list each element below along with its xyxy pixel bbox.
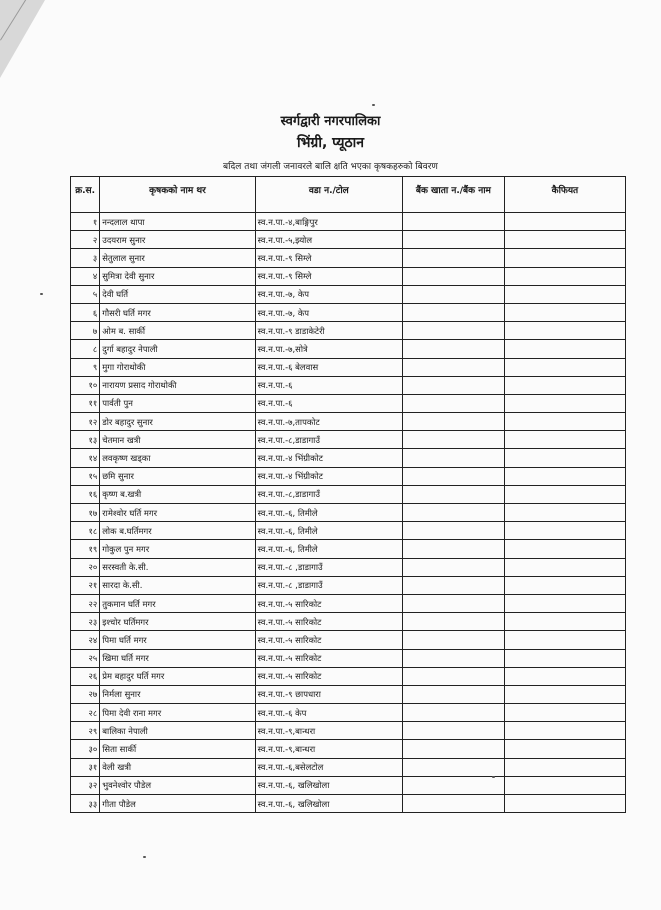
table-row (71, 667, 626, 685)
row-remarks (504, 613, 625, 631)
row-serial: ३० (71, 740, 100, 758)
row-ward-tole: स्व.न.पा.-८,डाडागाउँ (255, 431, 402, 449)
row-remarks (504, 413, 625, 431)
farmer-table (70, 176, 626, 813)
row-ward-tole: स्व.न.पा.-७, केप (255, 285, 402, 303)
row-farmer-name: रामेश्वोर घर्ति मगर (100, 504, 255, 522)
row-remarks (504, 231, 625, 249)
table-row (71, 685, 626, 703)
row-serial: २१ (71, 576, 100, 594)
table-row (71, 376, 626, 394)
row-bank-account (402, 449, 504, 467)
row-farmer-name: चेतमान खत्री (100, 431, 255, 449)
row-ward-tole: स्व.न.पा.-६ (255, 394, 402, 412)
table-row (71, 631, 626, 649)
row-remarks (504, 467, 625, 485)
row-remarks (504, 795, 625, 813)
row-bank-account (402, 303, 504, 321)
table-row (71, 231, 626, 249)
row-bank-account (402, 795, 504, 813)
table-row (71, 267, 626, 285)
row-serial: ७ (71, 322, 100, 340)
scan-speck (492, 776, 495, 778)
row-serial: १७ (71, 504, 100, 522)
row-remarks (504, 376, 625, 394)
table-row (71, 740, 626, 758)
row-ward-tole: स्व.न.पा.-६ केप (255, 704, 402, 722)
row-serial: २९ (71, 722, 100, 740)
table-row (71, 776, 626, 794)
scan-speck (143, 856, 146, 858)
table-header-row (71, 177, 626, 213)
row-ward-tole: स्व.न.पा.-६, तिमीले (255, 540, 402, 558)
row-ward-tole: स्व.न.पा.-७,तापकोट (255, 413, 402, 431)
row-ward-tole: स्व.न.पा.-५ सारिकोट (255, 631, 402, 649)
row-farmer-name: सेतुलाल सुनार (100, 249, 255, 267)
row-remarks (504, 558, 625, 576)
row-ward-tole: स्व.न.पा.-७,सोत्रे (255, 340, 402, 358)
row-farmer-name: नारायण प्रसाद गोराथोकी (100, 376, 255, 394)
row-remarks (504, 631, 625, 649)
row-serial: २४ (71, 631, 100, 649)
row-remarks (504, 522, 625, 540)
row-bank-account (402, 740, 504, 758)
row-remarks (504, 213, 625, 231)
row-ward-tole: स्व.न.पा.-८ ,डाडागाउँ (255, 558, 402, 576)
row-serial: ३ (71, 249, 100, 267)
row-serial: ११ (71, 394, 100, 412)
row-bank-account (402, 667, 504, 685)
row-farmer-name: कृष्ण ब.खत्री (100, 485, 255, 503)
row-serial: १२ (71, 413, 100, 431)
row-bank-account (402, 631, 504, 649)
row-serial: २३ (71, 613, 100, 631)
row-ward-tole: स्व.न.पा.-६ बेलवास (255, 358, 402, 376)
row-ward-tole: स्व.न.पा.-६, खलिखोला (255, 776, 402, 794)
table-row (71, 485, 626, 503)
table-row (71, 358, 626, 376)
row-ward-tole: स्व.न.पा.-५,झ्योल (255, 231, 402, 249)
row-bank-account (402, 413, 504, 431)
row-remarks (504, 340, 625, 358)
row-serial: ८ (71, 340, 100, 358)
row-ward-tole: स्व.न.पा.-८ ,डाडागाउँ (255, 576, 402, 594)
row-farmer-name: उदयराम सुनार (100, 231, 255, 249)
row-farmer-name: तुकमान घर्ति मगर (100, 594, 255, 612)
row-serial: २० (71, 558, 100, 576)
scan-speck (372, 104, 375, 106)
table-row (71, 504, 626, 522)
row-bank-account (402, 594, 504, 612)
row-bank-account (402, 558, 504, 576)
row-remarks (504, 704, 625, 722)
row-remarks (504, 394, 625, 412)
table-row (71, 467, 626, 485)
row-serial: २ (71, 231, 100, 249)
row-serial: १६ (71, 485, 100, 503)
table-row (71, 704, 626, 722)
document-subtitle: बदिल तथा जंगली जनावरले बालि क्षति भएका कृषकहरुको बिवरण (223, 162, 438, 172)
row-ward-tole: स्व.न.पा.-९,बान्धरा (255, 722, 402, 740)
row-farmer-name: प्रेम बहादुर घर्ति मगर (100, 667, 255, 685)
row-serial: ३२ (71, 776, 100, 794)
row-bank-account (402, 431, 504, 449)
municipality-title: स्वर्गद्वारी नगरपालिका (280, 114, 381, 129)
row-farmer-name: खिमा घर्ति मगर (100, 649, 255, 667)
row-bank-account (402, 467, 504, 485)
folded-corner (0, 0, 45, 78)
row-bank-account (402, 376, 504, 394)
row-ward-tole: स्व.न.पा.-५ सारिकोट (255, 667, 402, 685)
row-ward-tole: स्व.न.पा.-७, केप (255, 303, 402, 321)
row-ward-tole: स्व.न.पा.-६ (255, 376, 402, 394)
table-row (71, 795, 626, 813)
row-serial: २७ (71, 685, 100, 703)
table-row (71, 722, 626, 740)
header-bank-account: बैंक खाता न./बैंक नाम (402, 177, 504, 213)
row-bank-account (402, 340, 504, 358)
row-ward-tole: स्व.न.पा.-६, खलिखोला (255, 795, 402, 813)
row-serial: २५ (71, 649, 100, 667)
row-bank-account (402, 504, 504, 522)
row-bank-account (402, 358, 504, 376)
row-bank-account (402, 231, 504, 249)
row-farmer-name: दुर्गा बहादुर नेपाली (100, 340, 255, 358)
row-ward-tole: स्व.न.पा.-५ सारिकोट (255, 594, 402, 612)
header-serial: क्र.स. (71, 177, 100, 213)
row-serial: २८ (71, 704, 100, 722)
scan-speck (40, 293, 43, 295)
row-serial: १९ (71, 540, 100, 558)
row-bank-account (402, 322, 504, 340)
row-farmer-name: गीता पौडेल (100, 795, 255, 813)
row-serial: २६ (71, 667, 100, 685)
row-ward-tole: स्व.न.पा.-६, तिमीले (255, 522, 402, 540)
row-serial: १८ (71, 522, 100, 540)
row-ward-tole: स्व.न.पा.-६, तिमीले (255, 504, 402, 522)
table-row (71, 431, 626, 449)
row-farmer-name: सिता सार्की (100, 740, 255, 758)
row-remarks (504, 249, 625, 267)
row-bank-account (402, 758, 504, 776)
table-row (71, 322, 626, 340)
table-row (71, 558, 626, 576)
row-farmer-name: भुवनेश्वोर पौडेल (100, 776, 255, 794)
row-serial: ६ (71, 303, 100, 321)
table-row (71, 613, 626, 631)
row-remarks (504, 722, 625, 740)
header-ward-tole: वडा न./टोल (255, 177, 402, 213)
row-farmer-name: वेली खत्री (100, 758, 255, 776)
row-remarks (504, 594, 625, 612)
row-bank-account (402, 776, 504, 794)
row-remarks (504, 358, 625, 376)
row-bank-account (402, 213, 504, 231)
header-remarks: कैफियत (504, 177, 625, 213)
row-ward-tole: स्व.न.पा.-९,बान्धरा (255, 740, 402, 758)
table-row (71, 758, 626, 776)
row-farmer-name: सुमित्रा देवी सुनार (100, 267, 255, 285)
row-serial: ९ (71, 358, 100, 376)
table-row (71, 576, 626, 594)
row-bank-account (402, 394, 504, 412)
table-body (71, 213, 626, 813)
row-remarks (504, 449, 625, 467)
table-row (71, 594, 626, 612)
table-row (71, 303, 626, 321)
row-remarks (504, 740, 625, 758)
table-row (71, 649, 626, 667)
row-bank-account (402, 540, 504, 558)
table-row (71, 249, 626, 267)
row-bank-account (402, 722, 504, 740)
row-farmer-name: लवकृष्ण खड्का (100, 449, 255, 467)
table-row (71, 285, 626, 303)
row-ward-tole: स्व.न.पा.-५ सारिकोट (255, 613, 402, 631)
row-remarks (504, 485, 625, 503)
row-serial: १५ (71, 467, 100, 485)
row-serial: १० (71, 376, 100, 394)
row-serial: ३१ (71, 758, 100, 776)
row-farmer-name: छमि सुनार (100, 467, 255, 485)
table-row (71, 540, 626, 558)
row-remarks (504, 649, 625, 667)
table-row (71, 213, 626, 231)
row-serial: १४ (71, 449, 100, 467)
row-remarks (504, 285, 625, 303)
row-farmer-name: गोकुल पुन मगर (100, 540, 255, 558)
row-ward-tole: स्व.न.पा.-९ सिम्ले (255, 267, 402, 285)
row-ward-tole: स्व.न.पा.-८,डाडागाउँ (255, 485, 402, 503)
row-remarks (504, 303, 625, 321)
row-ward-tole: स्व.न.पा.-४ भिंग्रीकोट (255, 467, 402, 485)
location-title: भिंग्री, प्यूठान (296, 135, 365, 151)
table-row (71, 340, 626, 358)
row-ward-tole: स्व.न.पा.-९ छापधारा (255, 685, 402, 703)
row-ward-tole: स्व.न.पा.-४,बाङ्गिपुर (255, 213, 402, 231)
row-remarks (504, 685, 625, 703)
row-remarks (504, 758, 625, 776)
row-remarks (504, 667, 625, 685)
row-farmer-name: बालिका नेपाली (100, 722, 255, 740)
table-row (71, 449, 626, 467)
row-serial: ५ (71, 285, 100, 303)
row-farmer-name: डोर बहादुर सुनार (100, 413, 255, 431)
row-bank-account (402, 576, 504, 594)
row-farmer-name: सरस्वती के.सी. (100, 558, 255, 576)
table-row (71, 394, 626, 412)
row-bank-account (402, 249, 504, 267)
row-bank-account (402, 522, 504, 540)
row-farmer-name: लोक ब.घर्तिमगर (100, 522, 255, 540)
row-serial: १३ (71, 431, 100, 449)
row-bank-account (402, 267, 504, 285)
row-serial: २२ (71, 594, 100, 612)
row-remarks (504, 504, 625, 522)
row-serial: ४ (71, 267, 100, 285)
row-farmer-name: पिमा घर्ति मगर (100, 631, 255, 649)
row-bank-account (402, 613, 504, 631)
row-farmer-name: नन्दलाल थापा (100, 213, 255, 231)
row-bank-account (402, 685, 504, 703)
row-remarks (504, 431, 625, 449)
row-farmer-name: पार्वती पुन (100, 394, 255, 412)
row-ward-tole: स्व.न.पा.-६,बसेलटोल (255, 758, 402, 776)
row-remarks (504, 576, 625, 594)
row-farmer-name: ओम ब. सार्की (100, 322, 255, 340)
table-row (71, 413, 626, 431)
row-farmer-name: गौसरी घर्ति मगर (100, 303, 255, 321)
row-farmer-name: मुगा गोराथोकी (100, 358, 255, 376)
row-farmer-name: सारदा के.सी. (100, 576, 255, 594)
row-bank-account (402, 649, 504, 667)
row-serial: १ (71, 213, 100, 231)
row-bank-account (402, 285, 504, 303)
row-ward-tole: स्व.न.पा.-५ सारिकोट (255, 649, 402, 667)
row-bank-account (402, 704, 504, 722)
row-farmer-name: पिमा देवी राना मगर (100, 704, 255, 722)
row-farmer-name: इश्चोर घर्तिमगर (100, 613, 255, 631)
row-serial: ३३ (71, 795, 100, 813)
row-remarks (504, 776, 625, 794)
table-row (71, 522, 626, 540)
row-bank-account (402, 485, 504, 503)
row-ward-tole: स्व.न.पा.-९ डाडाकेटेरी (255, 322, 402, 340)
row-ward-tole: स्व.न.पा.-४ भिंग्रीकोट (255, 449, 402, 467)
row-remarks (504, 267, 625, 285)
row-farmer-name: निर्मला सुनार (100, 685, 255, 703)
row-ward-tole: स्व.न.पा.-९ सिम्ले (255, 249, 402, 267)
header-farmer-name: कृषकको नाम थर (100, 177, 255, 213)
row-remarks (504, 540, 625, 558)
row-remarks (504, 322, 625, 340)
row-farmer-name: देवी घर्ति (100, 285, 255, 303)
